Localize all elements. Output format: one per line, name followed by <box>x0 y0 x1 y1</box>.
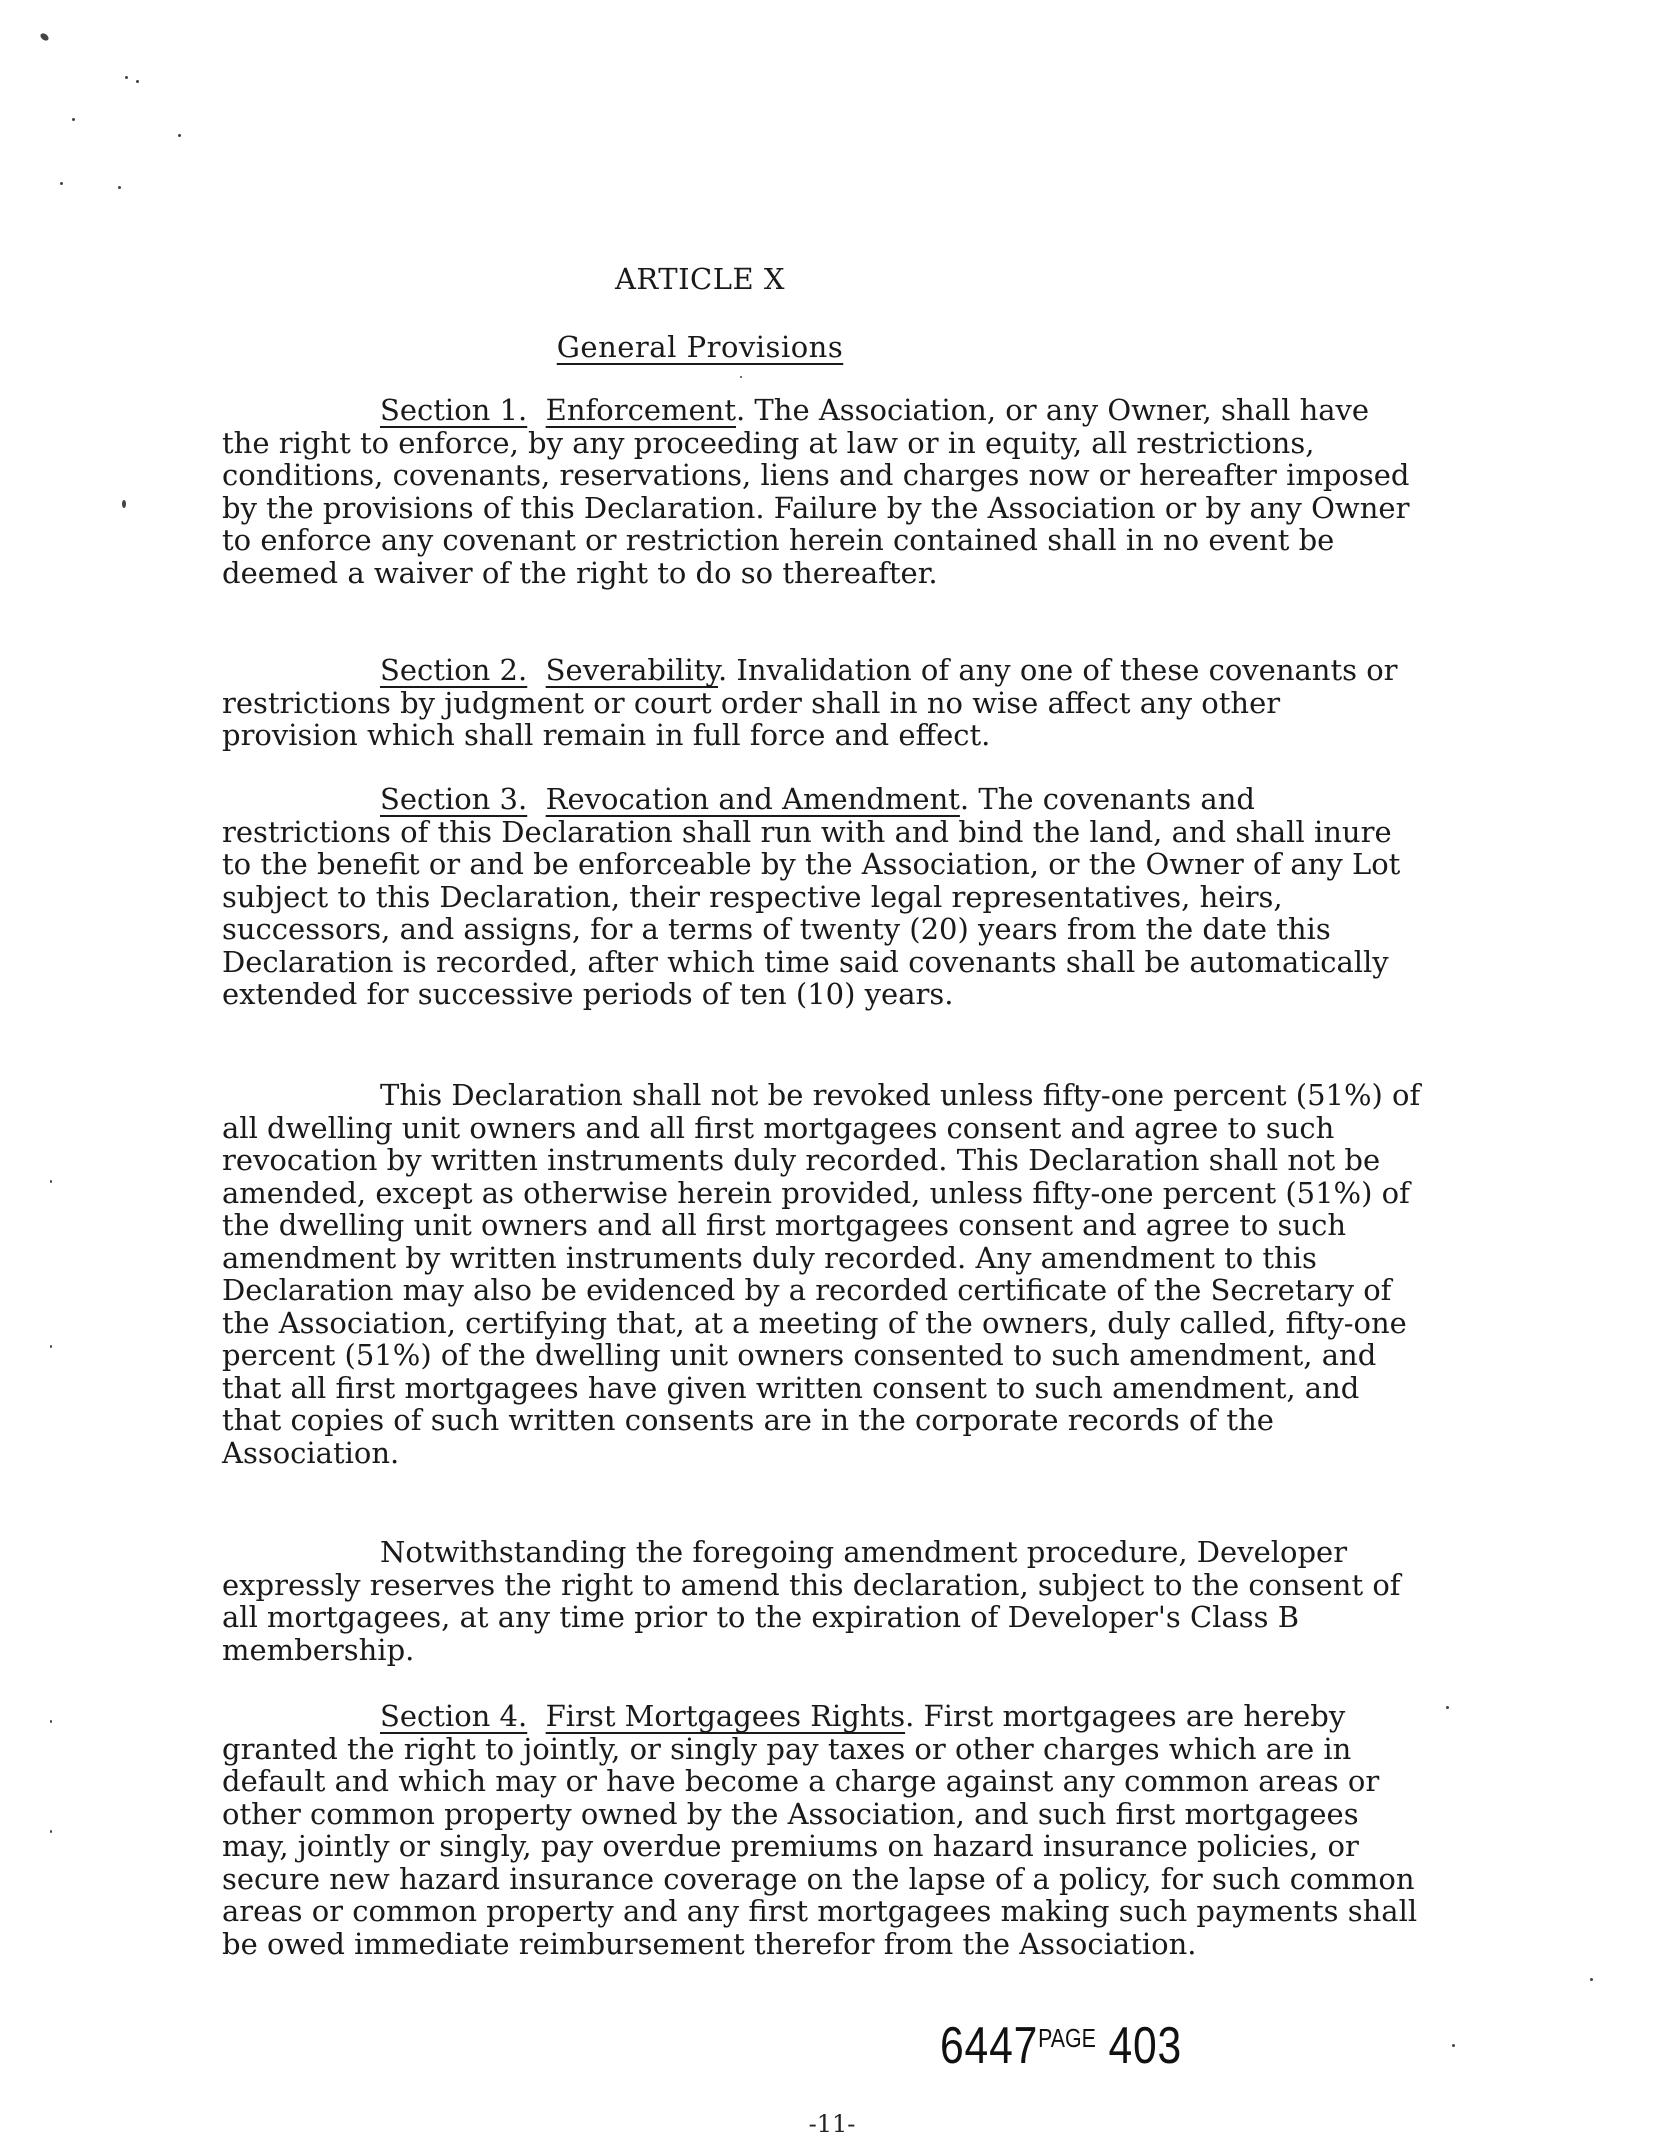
book-number: 6447 <box>940 2017 1039 2075</box>
section-label: Section 3. <box>380 782 528 816</box>
page-label: PAGE <box>1038 2023 1096 2053</box>
scan-speck <box>72 118 75 121</box>
section-label: Section 2. <box>380 653 528 687</box>
section-text: . The covenants and restrictions of this Declaration shall run with and bind the land, and shall inure to the benefit or and be enforceable by the Association, or the Owner of any Lot subject to this Declaration, their respective legal representatives, heirs, successors, and assigns, for a terms of twenty (20) years from the date this Declaration is recorded, after which time said covenants shall be automatically extended for successive periods of ten (10) years. <box>222 782 1401 1011</box>
scan-speck <box>50 1720 52 1723</box>
scan-speck <box>118 186 121 189</box>
page-number-stamp: 403 <box>1108 2017 1183 2075</box>
paragraph-text: Notwithstanding the foregoing amendment procedure, Developer expressly reserves the right to amend this declaration, subject to the consent of all mortgagees, at any time prior to the expiration of Developer's Class B membership. <box>222 1535 1401 1667</box>
scan-speck <box>50 1830 52 1833</box>
scan-speck <box>178 134 181 137</box>
section-title: Severability <box>545 653 718 687</box>
section-1-paragraph <box>222 394 1422 589</box>
scan-speck <box>122 500 126 508</box>
section-2-paragraph <box>222 654 1422 752</box>
general-provisions-title: General Provisions <box>556 330 844 364</box>
article-heading: ARTICLE X <box>614 262 786 296</box>
scan-speck <box>50 1345 52 1348</box>
scan-speck <box>1590 1978 1593 1981</box>
section-text: . Invalidation of any one of these covenants or restrictions by judgment or court order shall in no wise affect any other provision which shall remain in full force and effect. <box>222 653 1398 752</box>
developer-reservation-paragraph <box>222 1536 1422 1666</box>
scan-speck <box>136 80 139 83</box>
scan-speck <box>60 182 63 185</box>
scan-speck <box>125 76 128 79</box>
section-group-title <box>0 330 1400 364</box>
section-title: First Mortgagees Rights <box>545 1699 906 1733</box>
scan-speck <box>50 1180 52 1183</box>
scan-speck <box>39 32 50 42</box>
section-title: Enforcement <box>545 393 736 427</box>
section-text: . First mortgagees are hereby granted the right to jointly, or singly pay taxes or other charges which are in default and which may or have become a charge against any common areas or other common property owned by the Association, and such first mortgagees may, jointly or singly, pay overdue premiums on hazard insurance policies, or secure new hazard insurance coverage on the lapse of a policy, for such common areas or common property and any first mortgagees making such payments shall be owed immediate reimbursement therefor from the Association. <box>222 1699 1418 1961</box>
section-label: Section 4. <box>380 1699 528 1733</box>
section-label: Section 1. <box>380 393 528 427</box>
paragraph-text: This Declaration shall not be revoked unless fifty-one percent (51%) of all dwelling unit owners and all first mortgagees consent and agree to such revocation by written instruments duly recorded. This Declaration shall not be amended, except as otherwise herein provided, unless fifty-one percent (51%) of the dwelling unit owners and all first mortgagees consent and agree to such amendment by written instruments duly recorded. Any amendment to this Declaration may also be evidenced by a recorded certificate of the Secretary of the Association, certifying that, at a meeting of the owners, duly called, fifty-one percent (51%) of the dwelling unit owners consented to such amendment, and that all first mortgagees have given written consent to such amendment, and that copies of such written consents are in the corporate records of the Association. <box>222 1078 1421 1470</box>
section-3-paragraph <box>222 783 1422 1011</box>
section-title: Revocation and Amendment <box>545 782 960 816</box>
section-4-paragraph <box>222 1700 1422 1960</box>
scan-speck <box>1446 1706 1449 1709</box>
scan-speck <box>1452 2044 1455 2047</box>
scan-speck <box>740 376 742 378</box>
revocation-paragraph <box>222 1079 1422 1469</box>
recording-stamp <box>940 2016 1182 2076</box>
section-text: . The Association, or any Owner, shall have the right to enforce, by any proceeding at law or in equity, all restrictions, conditions, covenants, reservations, liens and charges now or hereafter imposed by the provisions of this Declaration. Failure by the Association or by any Owner to enforce any covenant or restriction herein contained shall in no event be deemed a waiver of the right to do so thereafter. <box>222 393 1410 590</box>
page-number: -11- <box>808 2110 856 2138</box>
